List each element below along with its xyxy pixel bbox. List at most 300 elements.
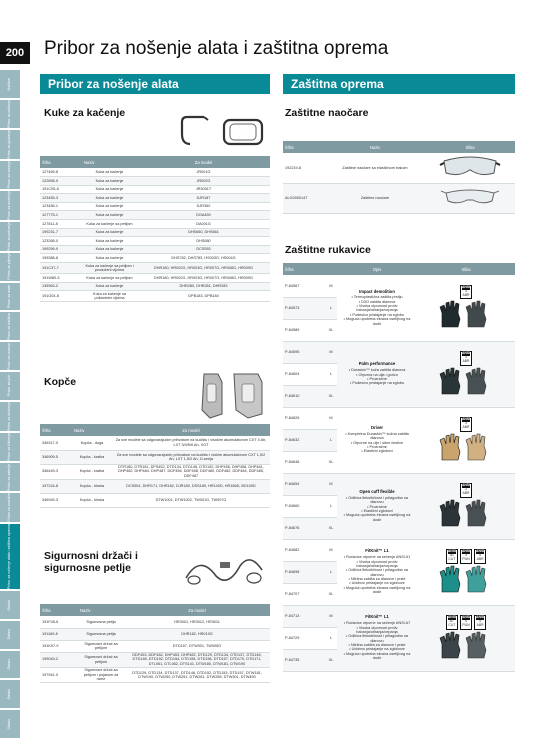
image-cell <box>425 153 515 183</box>
ansi-badges <box>419 615 513 630</box>
glove-description <box>337 341 417 407</box>
image-cell <box>417 473 515 539</box>
glove-feature: • Otporne na ulje i sitne čestice <box>350 440 404 445</box>
ansi-badge-type: PUN <box>462 557 470 562</box>
ansi-badge-level: 3 <box>465 487 467 492</box>
size-cell: M <box>325 275 337 297</box>
name-cell: Zaštitne naočare <box>325 183 425 213</box>
code-cell: P-84698 <box>283 561 325 583</box>
model-cell: DCS551, DHR171, DHR182, DJR189, DSS189, HR140D, HR166D, BD100D <box>112 479 270 493</box>
glove-icon <box>438 630 494 660</box>
code-cell: P-84735 <box>283 649 325 671</box>
size-cell: L <box>325 495 337 517</box>
name-cell: Kuka za kačenje <box>82 254 137 263</box>
side-tab[interactable] <box>0 253 20 281</box>
column-header <box>325 263 337 275</box>
side-tab-label: Pribor za poliranje <box>7 221 12 251</box>
table-row <box>40 652 270 667</box>
code-cell: 123456-1 <box>40 202 82 211</box>
glove-name: FitKnit™ L1 <box>365 614 389 620</box>
column-header: Naziv <box>72 424 112 436</box>
side-tab-label: Pribor za baterije <box>7 463 12 491</box>
table-row <box>40 616 270 628</box>
name-cell: Kuka za kačenje <box>82 228 137 237</box>
name-cell: Kuka za kačenje sa petljom <box>82 220 137 229</box>
size-cell: M <box>325 605 337 627</box>
model-cell: DHS782, DHS783, HS003G, HS004G <box>137 254 270 263</box>
glove-icon <box>438 432 494 462</box>
side-tab[interactable] <box>0 524 20 589</box>
table-row <box>40 194 270 203</box>
holster-clip-icon <box>196 370 268 422</box>
model-cell: HR3001, HR3012, HR3011 <box>124 616 270 628</box>
name-cell: Sigurnosni držač sa petljom <box>78 652 124 667</box>
size-cell: XL <box>325 451 337 473</box>
code-cell: 191F45-6 <box>40 616 78 628</box>
side-tab[interactable] <box>0 283 20 311</box>
glove-feature: • Elastični zglobovi <box>361 449 393 454</box>
code-cell: P-84626 <box>283 407 325 429</box>
model-cell: JR3051T <box>137 185 270 194</box>
code-cell: 123455-3 <box>40 194 82 203</box>
table-row <box>283 275 515 297</box>
code-cell: P-84567 <box>283 275 325 297</box>
column-header: Za model <box>112 424 270 436</box>
glove-icon <box>438 498 494 528</box>
name-cell: Kuka za kačenje <box>82 185 137 194</box>
ansi-badge-title: ANSI <box>447 615 456 620</box>
ansi-badge-level: 3 <box>465 289 467 294</box>
name-cell: Kuka za kačenje <box>82 202 137 211</box>
code-cell: P-84573 <box>283 297 325 319</box>
ansi-badge <box>460 285 472 300</box>
glove-feature: • Odlična fleksibilnost i prilagodba na dlanovu <box>346 568 408 577</box>
code-cell: P-84654 <box>283 473 325 495</box>
name-cell: Sigurnosni držač sa petljom <box>78 640 124 652</box>
code-cell: 192219-8 <box>283 153 325 183</box>
side-tab[interactable] <box>0 161 20 189</box>
table-row <box>40 168 270 177</box>
glove-feature: • Podesivo pristajanje na zglobu <box>350 312 404 317</box>
name-cell: Zaštitne naočare sa elastičnom trakom <box>325 153 425 183</box>
glove-description <box>337 275 417 341</box>
code-cell: 346449-3 <box>40 464 72 479</box>
model-cell: DDF453, DDF482, DHP453, DHP482, DTD129, DTD134, DTD137, DTD146, DTD148, DTD152, DTD154, DTD155, DTD156, DTD157, DTD170, DTD171, DTL061, DTL062, DTS141, DTW180, DTW181, DTW190 <box>124 652 270 667</box>
side-tab[interactable] <box>0 342 20 370</box>
table-row <box>283 153 515 183</box>
code-cell: P-84632 <box>283 429 325 451</box>
side-tab-label: Ostalo <box>7 689 12 700</box>
ansi-badge-title: ANSI <box>461 285 471 290</box>
glove-feature: • Ručavice otporne na sečenje ANSI A7 <box>343 621 411 626</box>
side-tab-label: Pribor za alate <box>7 284 12 309</box>
table-row <box>40 185 270 194</box>
model-cell: Za sve modele sa odgovarajućim prihvatom na kućištu i niskim akumulatorom CXT 1,5/2 Ah, LXT 1,5/2 Ah, G-serija <box>112 450 270 464</box>
size-cell: M <box>325 473 337 495</box>
ansi-badges <box>419 285 513 300</box>
code-cell: P-84713 <box>283 605 325 627</box>
size-cell: XL <box>325 517 337 539</box>
ansi-badge-type: ABR <box>462 293 470 298</box>
section-bar-carrying: Pribor za nošenje alata <box>40 74 270 94</box>
image-cell <box>417 275 515 341</box>
glove-feature: • Moguća upotreba ekrana osetljivog na dodir <box>343 585 411 595</box>
model-cell: DTW1001, DTW1002, TW001G, TW007G <box>112 493 270 507</box>
name-cell: Kopča - kratka <box>72 464 112 479</box>
side-tab[interactable] <box>0 191 20 220</box>
size-cell: XL <box>325 319 337 341</box>
glove-feature: • D3O zaštita dlanova <box>358 299 396 304</box>
code-cell: 191C05-8 <box>40 185 82 194</box>
model-cell: DHS680 <box>137 237 270 246</box>
table-row <box>283 407 515 429</box>
ansi-badges <box>419 351 513 366</box>
column-header: Za model <box>124 604 270 616</box>
glove-feature: • Prozračne <box>367 376 387 381</box>
table-row <box>40 291 270 302</box>
code-cell: 199388-8 <box>40 254 82 263</box>
table-row <box>40 237 270 246</box>
side-tab[interactable] <box>0 100 20 128</box>
model-cell: DTD129, DTD134, DTD137, DTD148, DTD152, DTD153, DTD157, DTW181, DTW190, DTW250, DTW251, DTW281, DTW285, DTW301, DTW450 <box>124 667 270 682</box>
ansi-badge-title: ANSI <box>461 417 471 422</box>
name-cell: Kuka za kačenje <box>82 194 137 203</box>
glove-icon <box>438 564 494 594</box>
size-cell: L <box>325 429 337 451</box>
model-cell: DTD157, DTW301, TW005G <box>124 640 270 652</box>
column-header: Šifra <box>40 156 82 168</box>
side-tab[interactable] <box>0 591 20 619</box>
lanyards-heading: Sigurnosni držači i sigurnosne petlje <box>44 550 138 575</box>
code-cell: ALG0000147 <box>283 183 325 213</box>
side-tab[interactable] <box>0 312 20 340</box>
glove-feature: • Duraskin™ koža zaštita dlanova <box>348 368 406 373</box>
name-cell: Kuka za kačenje sa prikladnim vijcima <box>82 291 137 302</box>
glove-description <box>337 473 417 539</box>
name-cell: Kuka za kačenje <box>82 177 137 186</box>
model-cell: DGA450 <box>137 211 270 220</box>
side-tab-label: Pribor za pile <box>7 375 12 397</box>
ansi-badge <box>460 615 472 630</box>
glove-feature: • Podesivo pristajanje na zglobu <box>350 381 404 386</box>
model-cell: DPB183, DPB184 <box>137 291 270 302</box>
column-header: Šifra <box>40 424 72 436</box>
column-header: Slika <box>425 141 515 153</box>
side-tab-label: Ostalo <box>7 659 12 670</box>
code-cell: 127775-1 <box>40 211 82 220</box>
code-cell: P-84707 <box>283 583 325 605</box>
ansi-badge-type: ABR <box>462 359 470 364</box>
glove-name: Open cuff flexible <box>359 489 395 494</box>
table-row <box>40 667 270 682</box>
table-row <box>283 539 515 561</box>
table-row <box>283 473 515 495</box>
size-cell: XL <box>325 649 337 671</box>
side-tab-label: Pribor za brušenje <box>7 190 12 220</box>
table-row <box>40 628 270 640</box>
name-cell: Kuka za kačenje <box>82 211 137 220</box>
code-cell: P-84595 <box>283 341 325 363</box>
model-cell: DHR182, HR019G <box>124 628 270 640</box>
side-tab[interactable] <box>0 463 20 491</box>
ansi-badge-level: 4 <box>479 619 482 624</box>
model-cell: DCS553 <box>137 245 270 254</box>
table-row <box>40 228 270 237</box>
column-header: Opis <box>337 263 417 275</box>
table-row <box>283 341 515 363</box>
table-row <box>40 436 270 450</box>
gloves-table <box>283 263 515 672</box>
code-cell: P-84610 <box>283 385 325 407</box>
ansi-badge-level: A1 <box>449 553 454 558</box>
ansi-badge <box>460 483 472 498</box>
ansi-badge <box>460 351 472 366</box>
code-cell: 191C37-7 <box>40 263 82 274</box>
ansi-badge-type: ABR <box>462 425 470 430</box>
side-tab-label: Ostalo <box>7 629 12 640</box>
model-cell: Za sve modele sa odgovarajućim prihvatom na kućištu i visokim akumulatorom CXT 4 Ah, LXT 3/4/5/6 Ah, XGT <box>112 436 270 450</box>
name-cell: Kuka za kačenje <box>82 237 137 246</box>
side-tab-label: Pribor za rezanje <box>7 161 12 189</box>
ansi-badge-type: ABR <box>462 491 470 496</box>
size-cell: M <box>325 539 337 561</box>
column-header: Za model <box>137 156 270 168</box>
ansi-badge-type: ABR <box>476 557 484 562</box>
side-tab[interactable] <box>0 680 20 708</box>
page-number: 200 <box>0 42 30 64</box>
table-row <box>40 464 270 479</box>
ansi-badge-title: ANSI <box>461 483 471 488</box>
gloves-heading: Zaštitne rukavice <box>285 244 371 256</box>
ansi-badge <box>460 549 472 564</box>
side-tab[interactable] <box>0 710 20 738</box>
column-header: Šifra <box>283 141 325 153</box>
code-cell: P-84729 <box>283 627 325 649</box>
name-cell: Kopča - duga <box>72 436 112 450</box>
model-cell: JR002G <box>137 177 270 186</box>
glove-feature: • Moguća upotreba ekrana osetljivog na dodir <box>343 317 411 326</box>
size-cell: XL <box>325 583 337 605</box>
side-tab-label: Pribor za brušenje <box>7 401 12 432</box>
ansi-badge-title: ANSI <box>476 615 485 620</box>
image-cell <box>417 605 515 671</box>
table-row <box>40 245 270 254</box>
table-row <box>40 202 270 211</box>
size-cell: M <box>325 407 337 429</box>
glove-feature: • Otporna na ulja i gorivo <box>356 372 398 377</box>
glove-feature: • Visoka otpornost protiv habanja/otiranja/cepanja <box>356 304 398 313</box>
code-cell: 191W80-3 <box>40 273 82 282</box>
safety-goggles-icon <box>440 155 500 179</box>
glove-feature: • Visoka otpornost protiv habanja/otiranja/cepanja <box>356 625 398 635</box>
glove-icon <box>438 299 494 329</box>
table-row <box>40 640 270 652</box>
lanyards-table <box>40 604 270 683</box>
side-tab-label: Pribor za bušilice <box>7 312 12 340</box>
name-cell: Kuka za kačenje <box>82 282 137 291</box>
table-row <box>40 479 270 493</box>
name-cell: Kopča - široka <box>72 479 112 493</box>
model-cell: DHR280, DHR281, DHR283 <box>137 282 270 291</box>
table-row <box>40 493 270 507</box>
model-cell: DA001G <box>137 220 270 229</box>
image-cell <box>417 539 515 605</box>
side-tab[interactable] <box>0 651 20 679</box>
name-cell: Sigurnosni držač sa petljom i pojasom za rame <box>78 667 124 682</box>
glove-feature: • Kompletna Duraskin™ kožna zaštita dlanova <box>345 432 409 441</box>
glove-name: Impact demolition <box>359 288 395 294</box>
table-row <box>40 273 270 282</box>
ansi-badge-type: CUT <box>448 557 456 562</box>
ansi-badge-type: PUN <box>462 623 470 628</box>
glove-feature: • Odlična fleksibilnost i prilagodba na dlanovu <box>346 495 408 505</box>
column-header: Šifra <box>40 604 78 616</box>
ansi-badge-level: 3 <box>465 553 467 558</box>
name-cell: Kopča - široka <box>72 493 112 507</box>
holsters-table <box>40 424 270 508</box>
side-tab[interactable] <box>0 70 20 98</box>
size-cell: L <box>325 627 337 649</box>
table-row <box>40 263 270 274</box>
side-tab-label: Pribor za glodanje <box>7 129 12 159</box>
glove-feature: • Moguća upotreba ekrana osetljivog na dodir <box>343 651 411 661</box>
code-cell: 123268-0 <box>40 237 82 246</box>
name-cell: Kuka za kačenje sa petljom <box>82 273 137 282</box>
code-cell: 127811-8 <box>40 220 82 229</box>
hooks-heading: Kuke za kačenje <box>44 107 126 119</box>
code-cell: P-84648 <box>283 451 325 473</box>
glasses-heading: Zaštitne naočare <box>285 107 369 119</box>
side-tab[interactable] <box>0 621 20 649</box>
glove-feature: • Nitrilna zaštita za dlanove i prste <box>348 577 406 582</box>
size-cell: L <box>325 363 337 385</box>
code-cell: P-84676 <box>283 517 325 539</box>
model-cell: DJR187 <box>137 194 270 203</box>
ansi-badges <box>419 549 513 564</box>
glove-feature: • Prozračne <box>367 445 387 450</box>
code-cell: P-84660 <box>283 495 325 517</box>
code-cell: 191K57-9 <box>40 640 78 652</box>
code-cell: 346909-5 <box>40 450 72 464</box>
name-cell: Kuka za kačenje <box>82 168 137 177</box>
side-tab-label: Pribor za nošenje alata i zaštitna oprema <box>7 523 12 589</box>
side-tab[interactable] <box>0 402 20 431</box>
image-cell <box>417 407 515 473</box>
code-cell: 122895-9 <box>40 177 82 186</box>
glasses-table <box>283 141 515 214</box>
page-title: Pribor za nošenje alata i zaštitna oprema <box>44 38 389 59</box>
ansi-badge-title: ANSI <box>461 615 471 620</box>
table-row <box>40 450 270 464</box>
ansi-badge-type: ABR <box>476 623 484 628</box>
ansi-badge <box>474 549 486 564</box>
ansi-badge-title: ANSI <box>476 549 485 554</box>
code-cell: 346949-3 <box>40 493 72 507</box>
ansi-badge-level: 4 <box>479 553 482 558</box>
ansi-badge-title: ANSI <box>461 549 471 554</box>
side-tab[interactable] <box>0 130 20 159</box>
code-cell: P-84589 <box>283 319 325 341</box>
glove-feature: • Udobno pristajanje na zglobove <box>349 581 405 586</box>
code-cell: 197941-0 <box>40 667 78 682</box>
glove-feature: • Moguća upotreba ekrana osetljivog na dodir <box>343 513 411 522</box>
table-row <box>40 211 270 220</box>
model-cell: DHR180, HR002G, HR003G, HR007G, HR008G, HR009G <box>137 273 270 282</box>
code-cell: 346317-0 <box>40 436 72 450</box>
hooks-table <box>40 156 270 302</box>
column-header: Naziv <box>82 156 137 168</box>
glove-feature: • Visoka otpornost protiv habanja/otiranja/cepanja <box>356 559 398 569</box>
table-row <box>40 220 270 229</box>
lanyard-icon <box>180 548 268 590</box>
ansi-badge <box>460 417 472 432</box>
name-cell: Sigurnosna petlja <box>78 616 124 628</box>
side-tab-label: Pribor za čišćenje <box>7 433 12 462</box>
image-cell <box>417 341 515 407</box>
table-row <box>40 254 270 263</box>
model-cell: DHR180, HR002G, HR003G, HR007G, HR008G, HR009G <box>137 263 270 274</box>
glove-description <box>337 539 417 605</box>
ansi-badge-level: 3 <box>465 355 467 360</box>
glove-name: Palm performance <box>358 361 396 367</box>
name-cell: Kuka za kačenje sa petljom i produženi vijcima <box>82 263 137 274</box>
side-tab-label: Pribor za rezanje <box>7 342 12 370</box>
side-tab[interactable] <box>0 372 20 400</box>
table-row <box>283 183 515 213</box>
model-cell: JR001G <box>137 168 270 177</box>
ansi-badges <box>419 483 513 498</box>
ansi-badge-level: 4 <box>465 619 467 624</box>
code-cell: 197224-8 <box>40 479 72 493</box>
section-bar-safety: Zaštitna oprema <box>283 74 515 94</box>
table-row <box>40 282 270 291</box>
glove-name: Driver <box>370 425 384 431</box>
code-cell: 199299-9 <box>40 245 82 254</box>
code-cell: 135963-2 <box>40 282 82 291</box>
ansi-badge <box>446 549 458 564</box>
glove-feature: • Nitrilna zaštita za dlanove i prste <box>348 643 406 648</box>
side-tab-label: Ostalo <box>7 599 12 611</box>
ansi-badge <box>474 615 486 630</box>
side-tab[interactable] <box>0 222 20 251</box>
ansi-badge-title: ANSI <box>447 549 456 554</box>
name-cell: Sigurnosna petlja <box>78 628 124 640</box>
side-tab-label: Pribor za piljenje <box>7 253 12 280</box>
column-header: Slika <box>417 263 515 275</box>
glove-description <box>337 407 417 473</box>
ansi-badge-title: ANSI <box>461 351 471 356</box>
glove-description <box>337 605 417 671</box>
size-cell: L <box>325 297 337 319</box>
code-cell: P-84682 <box>283 539 325 561</box>
side-tab[interactable] <box>0 433 20 461</box>
side-tab[interactable] <box>0 493 20 522</box>
glove-feature: • Prozračne <box>367 504 387 509</box>
glove-feature: • Odlična fleksibilnost i prilagodba na dlanovu <box>346 634 408 643</box>
model-cell: DHS660, DHS661 <box>137 228 270 237</box>
left-column <box>40 74 270 682</box>
ansi-badge-level: 3 <box>465 421 467 426</box>
glove-name: FitKnit™ L1 <box>365 548 389 554</box>
side-tab-label: Bušilice <box>7 77 12 91</box>
ansi-badge <box>446 615 458 630</box>
code-cell: 127469-8 <box>40 168 82 177</box>
ansi-badge-type: CUT <box>448 623 456 628</box>
code-cell: P-84604 <box>283 363 325 385</box>
code-cell: 199231-7 <box>40 228 82 237</box>
glove-icon <box>438 366 494 396</box>
table-row <box>40 177 270 186</box>
